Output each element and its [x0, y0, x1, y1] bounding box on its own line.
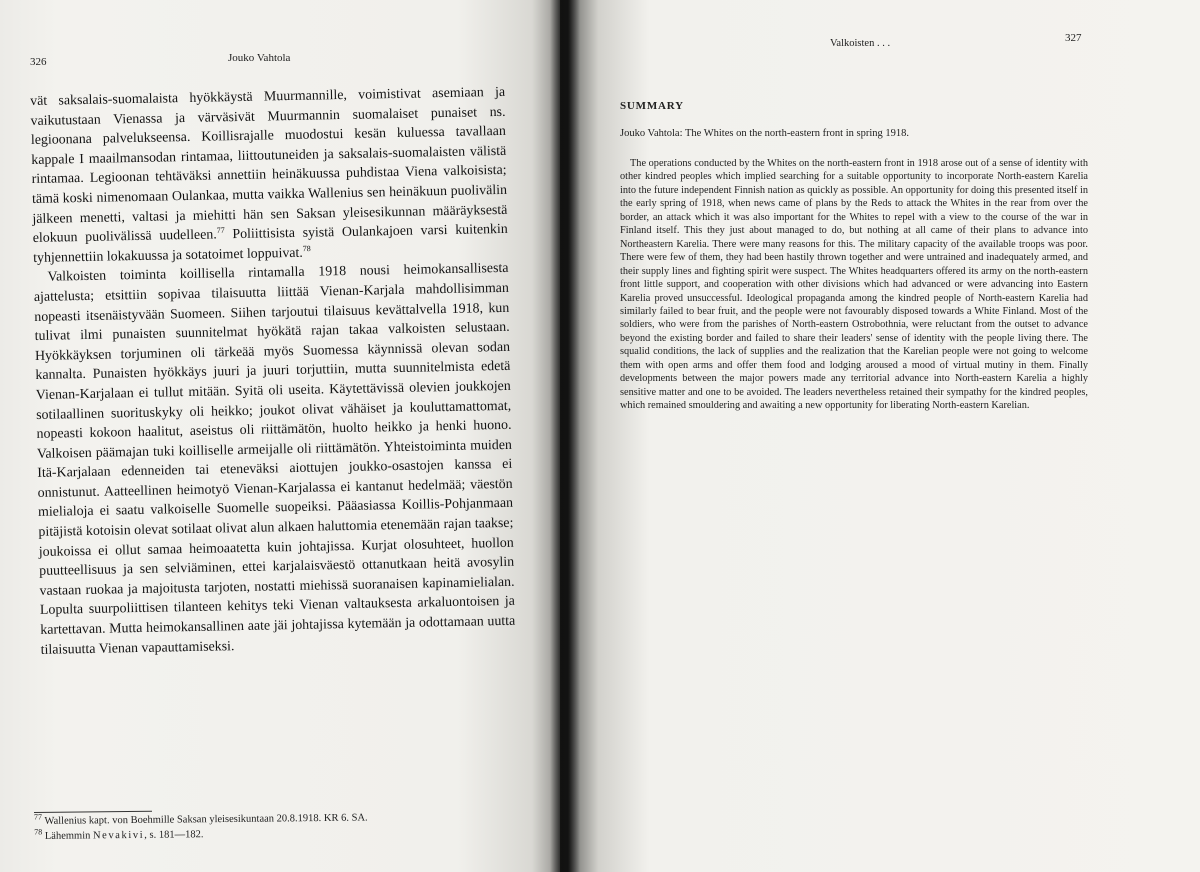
footnote-text: Wallenius kapt. von Boehmille Saksan yleisesikuntaan 20.8.1918. KR 6. SA.: [44, 812, 368, 827]
running-head-left: Jouko Vahtola: [228, 52, 291, 64]
paragraph-1-text-after: Poliittisista syistä Oulankajoen varsi kuitenkin tyhjennettiin lokakuussa ja sotatoimet loppuivat.: [33, 222, 508, 266]
book-gutter: [550, 0, 580, 872]
summary-text: [620, 157, 1088, 413]
footnote-author: Nevakivi: [92, 829, 145, 841]
footnote-ref-78: 78: [302, 243, 311, 253]
footnotes: [34, 810, 504, 844]
footnote-divider: [34, 811, 152, 813]
left-page: [0, 0, 572, 872]
footnote-number: 77: [33, 812, 43, 822]
running-head-right: Valkoisten . . .: [830, 38, 891, 49]
paragraph-1: [30, 83, 508, 268]
body-text-left: [30, 83, 516, 660]
page-number-right: 327: [1065, 32, 1082, 44]
footnote-number: 78: [34, 826, 43, 836]
footnote-prefix: Lähemmin: [44, 829, 94, 842]
summary-heading: SUMMARY: [620, 100, 684, 112]
footnote-text: , s. 181—182.: [144, 828, 204, 841]
page-number-left: 326: [30, 56, 47, 68]
footnote-ref-77: 77: [216, 225, 225, 235]
summary-byline: Jouko Vahtola: The Whites on the north-eastern front in spring 1918.: [620, 128, 909, 139]
summary-paragraph: The operations conducted by the Whites on the north-eastern front in 1918 arose out of a sense of identity with other kindred peoples which implied searching for a suitable opportunity to incorporate North-eastern Karelia into the future independent Finnish nation as quickly as possible. An opportunity for doing this presented itself in the early spring of 1918, when news came of plans by the Reds to attack the Whites in the rear from over the border, an attack which it was also important for the Whites to repel with a view to the course of the war in Finland itself. This they just about managed to do, but nothing at all came of their plans to advance into Northeastern Karelia. There were many reasons for this. The military capacity of the available troops was poor. There were few of them, they had been hastily thrown together and were untrained and inadequately armed, and their supply lines and fighting spirit were suspect. The Whites headquarters offered its army on the north-eastern front little support, and cooperation with other divisions which had advanced or were advancing into Eastern Karelia proved unsuccessful. Ideological propaganda among the kindred people of North-eastern Karelia had similarly failed to bear fruit, and the people were not favourably disposed towards a White Finland. Most of the soldiers, who were from the parishes of North-eastern Ostrobothnia, were reluctant from the outset to advance beyond the existing border and failed to share their leaders' sense of identity with the people living there. The squalid conditions, the lack of supplies and the realization that the Karelian people were not going to welcome them with open arms and offer them food and lodging aroused a mood of virtual mutiny in them. Finally developments between the major powers made any territorial advance into North-eastern Karelia a highly sensitive matter and one to be avoided. The leaders nevertheless retained their sympathy for the kindred peoples, which remained smouldering and awaiting a new opportunity for liberating North-eastern Karelian.: [620, 158, 1088, 412]
paragraph-1-text: vät saksalais-suomalaista hyökkäystä Muurmannille, voimistivat asemiaan ja vaikutustaan Vienassa ja värväsivät Muurmannin suomalaiset punaiset ns. legioonana palvelukseensa. Koillisrajalle muodostui kesän kuluessa tavallaan kappale I maailmansodan rintamaa, liittoutuneiden ja saksalais-suomalaisten välistä rintamaa. Legioonan tehtäväksi annettiin heinäkuussa puhdistaa Viena valkoisista; tämä koski nimenomaan Oulankaa, mutta vaikka Wallenius sen heinäkuun puolivälin jälkeen menetti, valtasi ja miehitti hän sen Saksan yleisesikunnan määräyksestä elokuun puolivälissä uudelleen.: [30, 84, 508, 247]
paragraph-2: Valkoisten toiminta koillisella rintamalla 1918 nousi heimokansallisesta ajattelusta; etsittiin sopivaa tilaisuutta liittää Vienan-Karjala mahdollisimman nopeasti itsenäistyvään Suomeen. Siihen tarjoutui tilaisuus kevättalvella 1918, kun tulivat ilmi punaisten suunnitelmat hyökätä rajan takaa valkoisten selustaan. Hyökkäyksen torjuminen oli tärkeää myös Suomessa käynnissä olevan sodan kannalta. Punaisten hyökkäys juuri ja juuri torjuttiin, mutta suunnitelmista edetä Vienan-Karjalaan ei tullut mitään. Syitä oli useita. Käytettävissä olevien joukkojen sotilaallinen suorituskyky oli heikko; joukot olivat vähäiset ja kouluttamattomat, nopeasti kokoon haalitut, aseistus oli riittämätön, huolto heikko ja henki huono. Valkoisen päämajan tuki koilliselle armeijalle oli riittämätön. Yhteistoiminta muiden Itä-Karjalaan edenneiden tai eteneväksi aiottujen joukko-osastojen kanssa ei onnistunut. Aatteellinen heimotyö Vienan-Karjalassa ei kantanut hedelmää; väestön mielialoja ei saatu valkoiselle Suomelle suopeiksi. Pääasiassa Koillis-Pohjanmaan pitäjistä kotoisin olevat sotilaat olivat alun alkaen haluttomia etenemään rajan taakse; joukoissa ei ollut samaa heimoaatetta kuin johtajissa. Kurjat olosuhteet, huollon puutteellisuus ja sen selviäminen, ettei karjalaisväestö ottanutkaan heitä avosylin vastaan ruokaa ja majoitusta tarjoten, nostatti miehissä suoranaisen kapinamielialan. Lopulta suurpoliittisen tilanteen kehitys teki Vienan valtauksesta arkaluontoisen ja kartettavan. Mutta heimokansallinen aate jäi johtajissa kytemään ja odottamaan uutta tilaisuutta Vienan vapauttamiseksi.: [33, 261, 516, 658]
